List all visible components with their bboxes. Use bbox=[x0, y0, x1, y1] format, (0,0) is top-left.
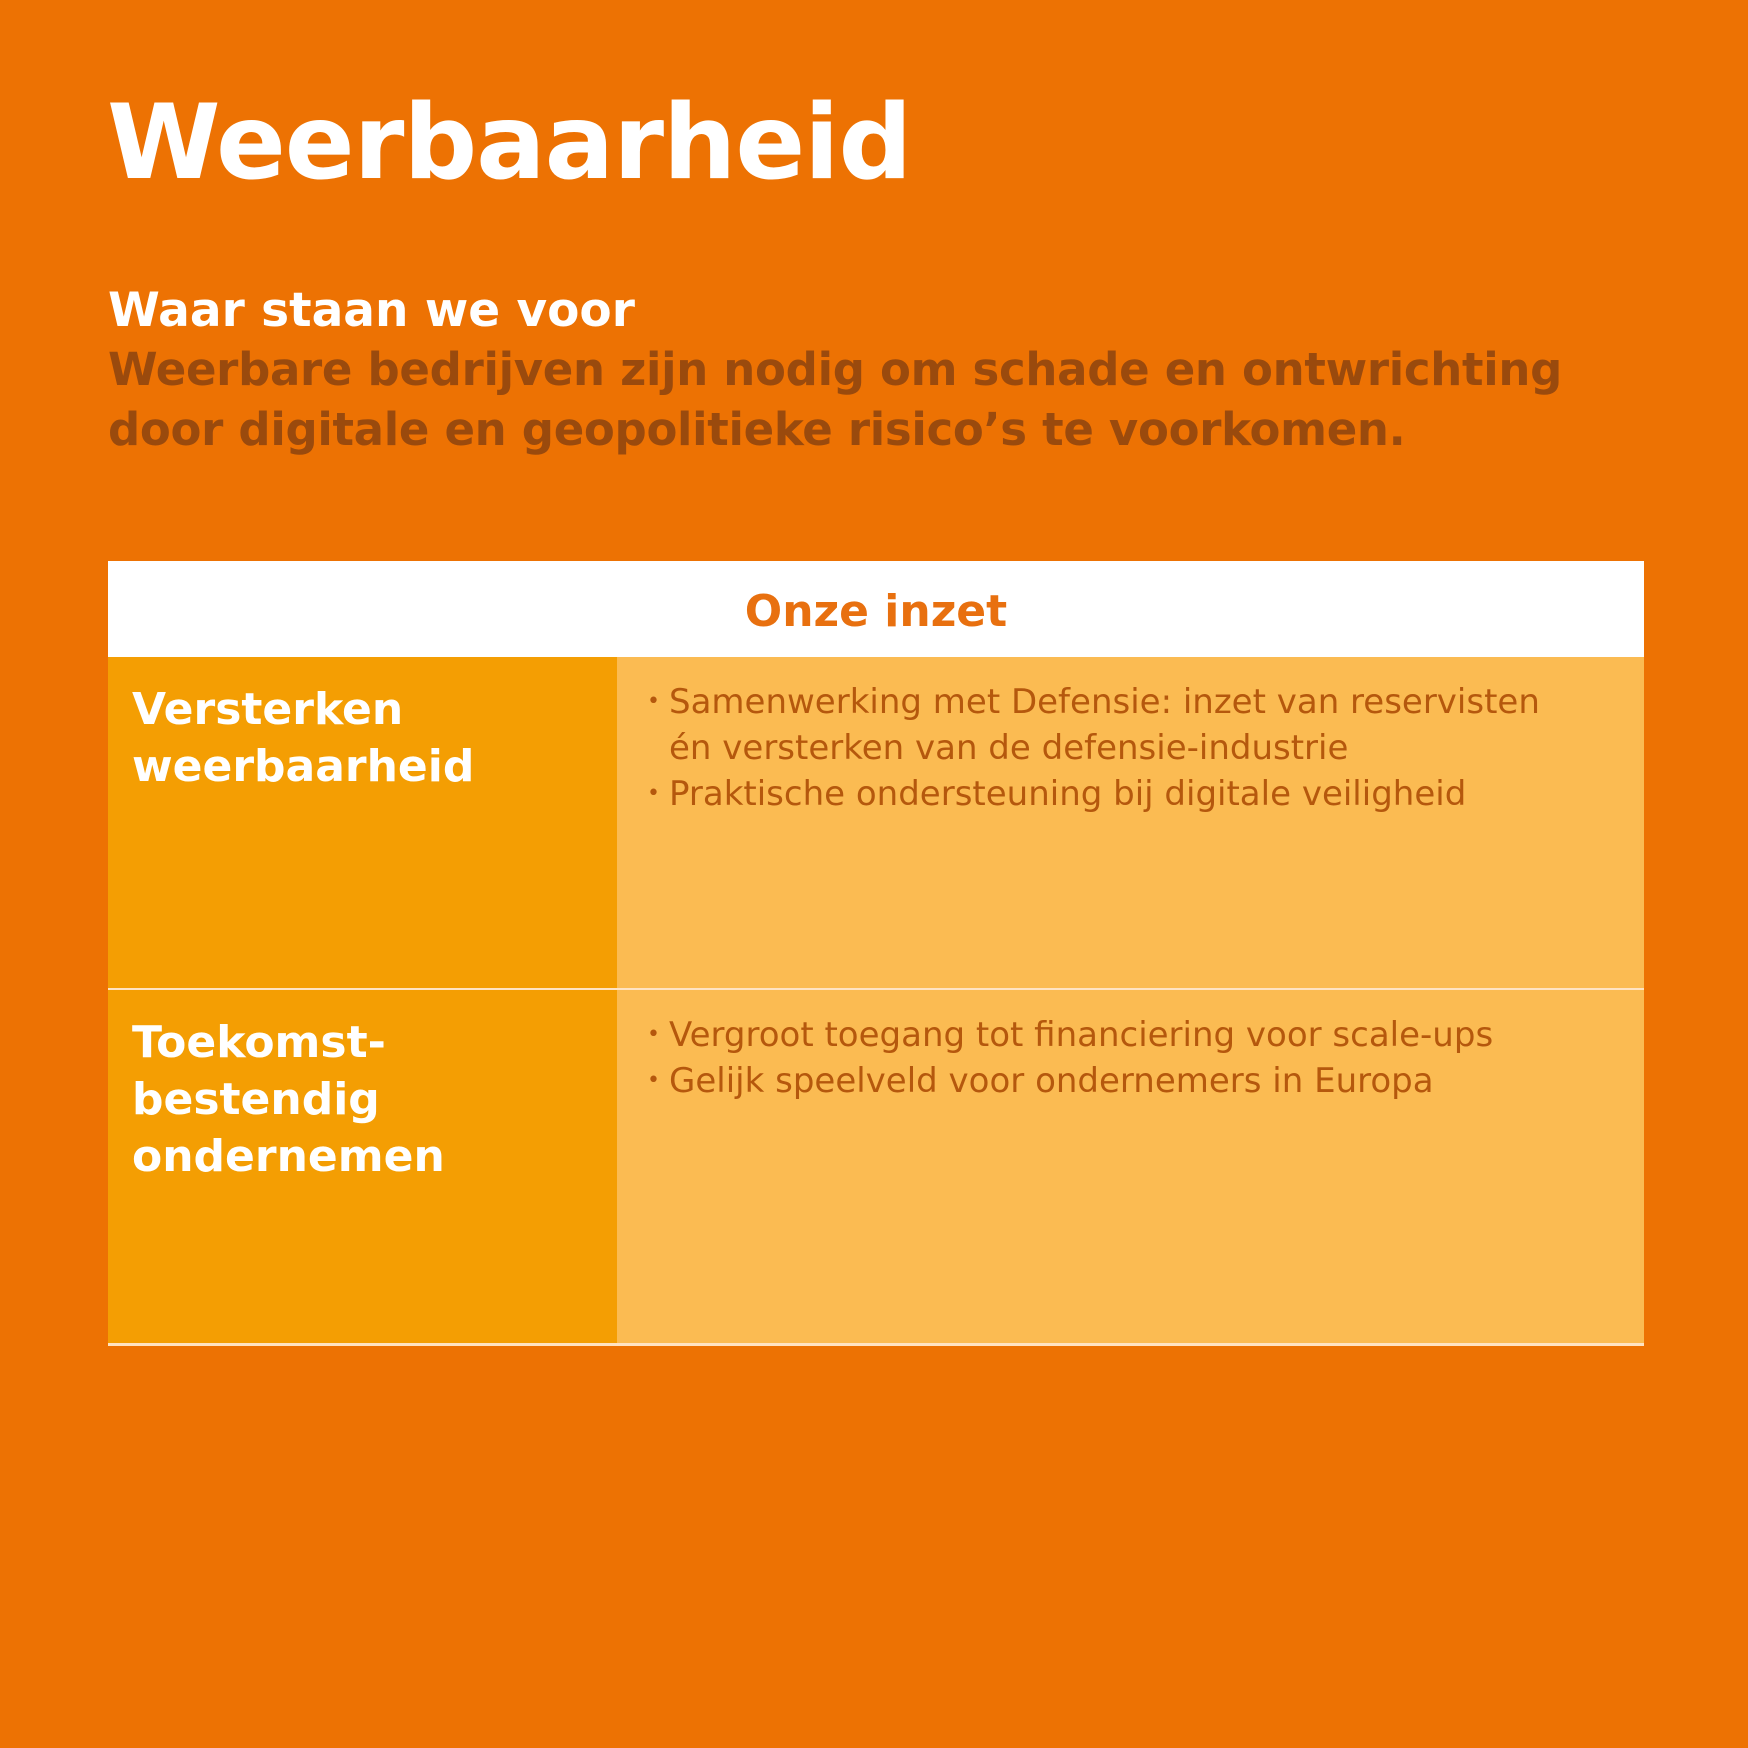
bullet-line: • Gelijk speelveld voor ondernemers in Europa bbox=[669, 1061, 1434, 1101]
bullet-line: • Vergroot toegang tot financiering voor scale-ups bbox=[669, 1015, 1494, 1055]
bullet-item bbox=[647, 1058, 1644, 1104]
row-label-versterken-weerbaarheid bbox=[108, 657, 617, 988]
bullet-item bbox=[647, 771, 1644, 817]
table-header: Onze inzet bbox=[108, 561, 1644, 657]
table-row bbox=[108, 657, 1644, 988]
table-row bbox=[108, 988, 1644, 1346]
bullet-line: • Samenwerking met Defensie: inzet van reservisten bbox=[669, 682, 1540, 722]
row-content bbox=[617, 990, 1644, 1343]
label-line: Versterken bbox=[132, 684, 404, 735]
row-label-toekomstbestendig-ondernemen bbox=[108, 990, 617, 1343]
bullet-line: • Praktische ondersteuning bij digitale veiligheid bbox=[669, 774, 1467, 814]
page-title: Weerbaarheid bbox=[107, 83, 912, 203]
label-line: ondernemen bbox=[132, 1131, 445, 1182]
subheading: Waar staan we voor bbox=[108, 283, 635, 338]
row-content bbox=[617, 657, 1644, 988]
commitment-table bbox=[108, 561, 1644, 1346]
intro-section bbox=[108, 282, 1708, 460]
bullet-item bbox=[647, 1012, 1644, 1058]
statement-line: door digitale en geopolitieke risico’s te voorkomen. bbox=[108, 403, 1406, 456]
mission-statement bbox=[108, 340, 1708, 460]
label-line: Toekomst- bbox=[132, 1017, 386, 1068]
label-line: bestendig bbox=[132, 1074, 380, 1125]
statement-line: Weerbare bedrijven zijn nodig om schade en ontwrichting bbox=[108, 343, 1562, 396]
bullet-item bbox=[647, 679, 1644, 771]
label-line: weerbaarheid bbox=[132, 741, 475, 792]
bullet-line: én versterken van de defensie-industrie bbox=[669, 728, 1349, 768]
